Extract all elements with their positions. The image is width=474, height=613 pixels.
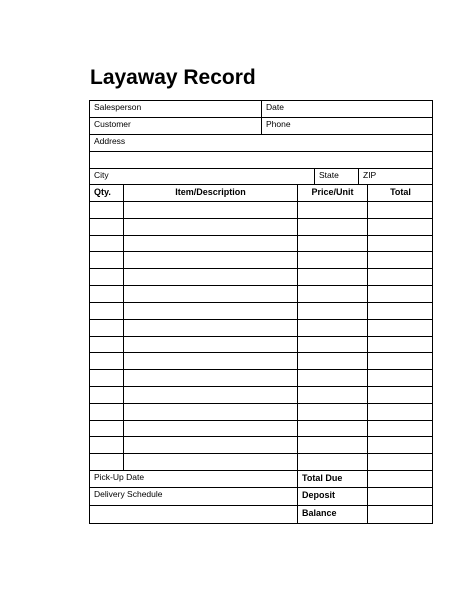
price-cell bbox=[297, 236, 367, 252]
pickup-date-label: Pick-Up Date bbox=[94, 472, 145, 482]
price-cell bbox=[297, 303, 367, 319]
city-label: City bbox=[94, 170, 109, 180]
balance-row bbox=[90, 506, 432, 523]
state-label: State bbox=[314, 169, 358, 184]
item-description-header: Item/Description bbox=[123, 185, 297, 201]
address-row bbox=[90, 135, 432, 152]
table-row bbox=[90, 236, 432, 253]
item-cell bbox=[123, 320, 297, 336]
qty-cell bbox=[90, 370, 123, 386]
customer-phone-row bbox=[90, 118, 432, 135]
table-row bbox=[90, 269, 432, 286]
total-cell bbox=[367, 404, 433, 420]
item-cell bbox=[123, 202, 297, 218]
table-row bbox=[90, 219, 432, 236]
total-cell bbox=[367, 421, 433, 437]
qty-cell bbox=[90, 286, 123, 302]
price-cell bbox=[297, 370, 367, 386]
total-cell bbox=[367, 320, 433, 336]
table-row bbox=[90, 421, 432, 438]
qty-cell bbox=[90, 337, 123, 353]
price-cell bbox=[297, 219, 367, 235]
qty-cell bbox=[90, 387, 123, 403]
total-cell bbox=[367, 236, 433, 252]
price-cell bbox=[297, 353, 367, 369]
city-state-zip-row bbox=[90, 169, 432, 185]
qty-cell bbox=[90, 320, 123, 336]
qty-cell bbox=[90, 236, 123, 252]
item-cell bbox=[123, 370, 297, 386]
qty-cell bbox=[90, 454, 123, 470]
table-row bbox=[90, 252, 432, 269]
item-cell bbox=[123, 286, 297, 302]
qty-cell bbox=[90, 252, 123, 268]
price-cell bbox=[297, 286, 367, 302]
total-cell bbox=[367, 202, 433, 218]
price-cell bbox=[297, 404, 367, 420]
total-cell bbox=[367, 252, 433, 268]
price-cell bbox=[297, 252, 367, 268]
table-row bbox=[90, 437, 432, 454]
total-cell bbox=[367, 370, 433, 386]
item-cell bbox=[123, 337, 297, 353]
total-due-value bbox=[367, 471, 433, 487]
table-row bbox=[90, 303, 432, 320]
price-cell bbox=[297, 337, 367, 353]
total-header: Total bbox=[367, 185, 433, 201]
item-cell bbox=[123, 252, 297, 268]
total-cell bbox=[367, 337, 433, 353]
table-row bbox=[90, 387, 432, 404]
item-cell bbox=[123, 387, 297, 403]
total-cell bbox=[367, 303, 433, 319]
pickup-totaldue-row bbox=[90, 471, 432, 488]
price-unit-header: Price/Unit bbox=[297, 185, 367, 201]
balance-blank bbox=[90, 506, 297, 523]
deposit-label: Deposit bbox=[297, 488, 367, 505]
price-cell bbox=[297, 202, 367, 218]
item-cell bbox=[123, 404, 297, 420]
table-row bbox=[90, 370, 432, 387]
qty-cell bbox=[90, 421, 123, 437]
balance-value bbox=[367, 506, 433, 523]
salesperson-date-row bbox=[90, 101, 432, 118]
address-label: Address bbox=[94, 136, 126, 146]
item-cell bbox=[123, 437, 297, 453]
item-cell bbox=[123, 421, 297, 437]
table-row bbox=[90, 337, 432, 354]
zip-label: ZIP bbox=[358, 169, 433, 184]
qty-cell bbox=[90, 437, 123, 453]
total-cell bbox=[367, 286, 433, 302]
price-cell bbox=[297, 320, 367, 336]
delivery-deposit-row bbox=[90, 488, 432, 506]
table-row bbox=[90, 454, 432, 471]
item-cell bbox=[123, 454, 297, 470]
total-cell bbox=[367, 353, 433, 369]
item-cell bbox=[123, 219, 297, 235]
customer-label: Customer bbox=[94, 119, 131, 129]
total-cell bbox=[367, 219, 433, 235]
table-row bbox=[90, 353, 432, 370]
item-cell bbox=[123, 269, 297, 285]
page-title: Layaway Record bbox=[90, 66, 256, 89]
qty-cell bbox=[90, 202, 123, 218]
table-row bbox=[90, 404, 432, 421]
qty-cell bbox=[90, 404, 123, 420]
total-cell bbox=[367, 437, 433, 453]
table-row bbox=[90, 320, 432, 337]
item-cell bbox=[123, 236, 297, 252]
qty-cell bbox=[90, 303, 123, 319]
total-due-label: Total Due bbox=[297, 471, 367, 487]
qty-cell bbox=[90, 269, 123, 285]
item-cell bbox=[123, 353, 297, 369]
address-line-2 bbox=[90, 152, 432, 169]
table-row bbox=[90, 286, 432, 303]
phone-label: Phone bbox=[261, 118, 433, 134]
date-label: Date bbox=[261, 101, 433, 117]
price-cell bbox=[297, 454, 367, 470]
layaway-form bbox=[89, 100, 433, 524]
table-header-row bbox=[90, 185, 432, 202]
total-cell bbox=[367, 454, 433, 470]
deposit-value bbox=[367, 488, 433, 505]
qty-cell bbox=[90, 219, 123, 235]
salesperson-label: Salesperson bbox=[94, 102, 142, 112]
total-cell bbox=[367, 269, 433, 285]
total-cell bbox=[367, 387, 433, 403]
price-cell bbox=[297, 269, 367, 285]
qty-cell bbox=[90, 353, 123, 369]
qty-header: Qty. bbox=[94, 187, 111, 197]
price-cell bbox=[297, 437, 367, 453]
delivery-schedule-label: Delivery Schedule bbox=[94, 489, 163, 499]
price-cell bbox=[297, 421, 367, 437]
balance-label: Balance bbox=[297, 506, 367, 523]
table-row bbox=[90, 202, 432, 219]
price-cell bbox=[297, 387, 367, 403]
item-cell bbox=[123, 303, 297, 319]
